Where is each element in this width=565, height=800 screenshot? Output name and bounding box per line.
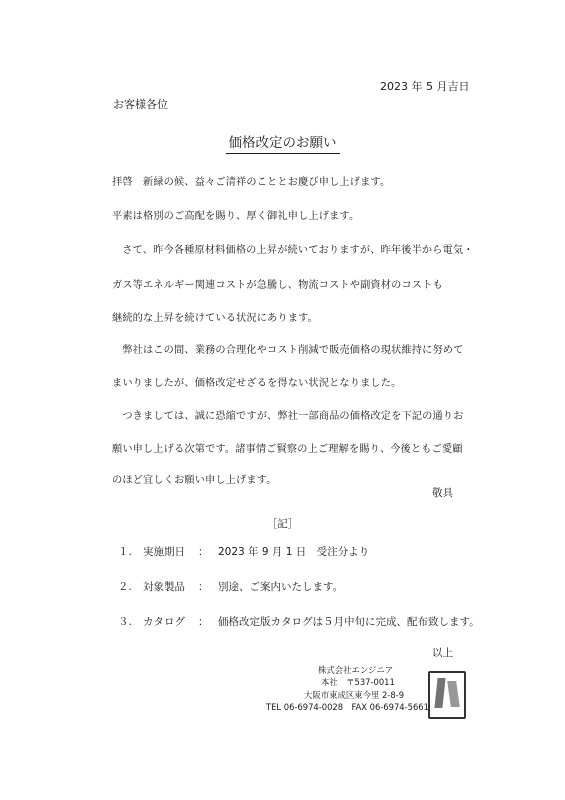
body-line: 弊社はこの間、業務の合理化やコスト削減で販売価格の現状維持に努めて	[112, 345, 464, 356]
body-line: まいりましたが、価格改定せざるを得ない状況となりました。	[112, 378, 402, 389]
letter-date: 2023 年 5 月吉日	[380, 80, 470, 93]
item-number: １.	[118, 546, 132, 558]
item-value: 別途、ご案内いたします。	[218, 581, 344, 593]
item-row	[118, 579, 343, 594]
item-label: 対象製品	[143, 581, 185, 593]
body-line: つきましては、誠に恐縮ですが、弊社一部商品の価格改定を下記の通りお	[112, 411, 464, 422]
body-line: さて、昨今各種原材料価格の上昇が続いておりますが、昨年後半から電気・	[112, 245, 474, 256]
company-office: 本社 〒537-0011	[321, 677, 395, 688]
item-colon: ：	[198, 546, 209, 558]
company-address: 大阪市東成区東今里 2-8-9	[304, 689, 405, 700]
item-label: カタログ	[143, 616, 185, 628]
body-line: のほど宜しくお願い申し上げます。	[112, 475, 277, 486]
body-line: 拝啓 新緑の候、益々ご清祥のこととお慶び申し上げます。	[112, 177, 391, 188]
item-number: ２.	[118, 581, 132, 593]
body-line: 平素は格別のご高配を賜り、厚く御礼申し上げます。	[112, 211, 360, 222]
ijo-end-mark: 以上	[432, 647, 453, 659]
body-line: 継続的な上昇を続けている状況にあります。	[112, 313, 318, 324]
item-value: 2023 年 9 月 1 日 受注分より	[218, 546, 370, 558]
item-colon: ：	[198, 616, 209, 628]
company-name: 株式会社エンジニア	[318, 665, 394, 675]
body-line: ガス等エネルギー関連コストが急騰し、物流コストや副資材のコストも	[112, 280, 443, 291]
company-block	[266, 664, 429, 714]
company-contact: TEL 06-6974-0028 FAX 06-6974-5661	[266, 702, 429, 713]
item-value: 価格改定版カタログは５月中旬に完成、配布致します。	[218, 616, 480, 628]
letter-title	[0, 131, 565, 154]
addressee: お客様各位	[113, 98, 168, 111]
item-label: 実施期日	[143, 546, 185, 558]
item-row	[118, 614, 480, 629]
body-line: 願い申し上げる次第です。諸事情ご賢察の上ご理解を賜り、今後ともご愛顧	[112, 444, 463, 455]
item-colon: ：	[198, 581, 209, 593]
company-seal-stamp	[428, 671, 466, 719]
letter-title-text: 価格改定のお願い	[226, 131, 340, 154]
item-row	[118, 544, 369, 559]
ki-heading: ［記］	[266, 518, 299, 530]
closing-keigu: 敬具	[432, 487, 453, 499]
item-number: ３.	[118, 616, 132, 628]
